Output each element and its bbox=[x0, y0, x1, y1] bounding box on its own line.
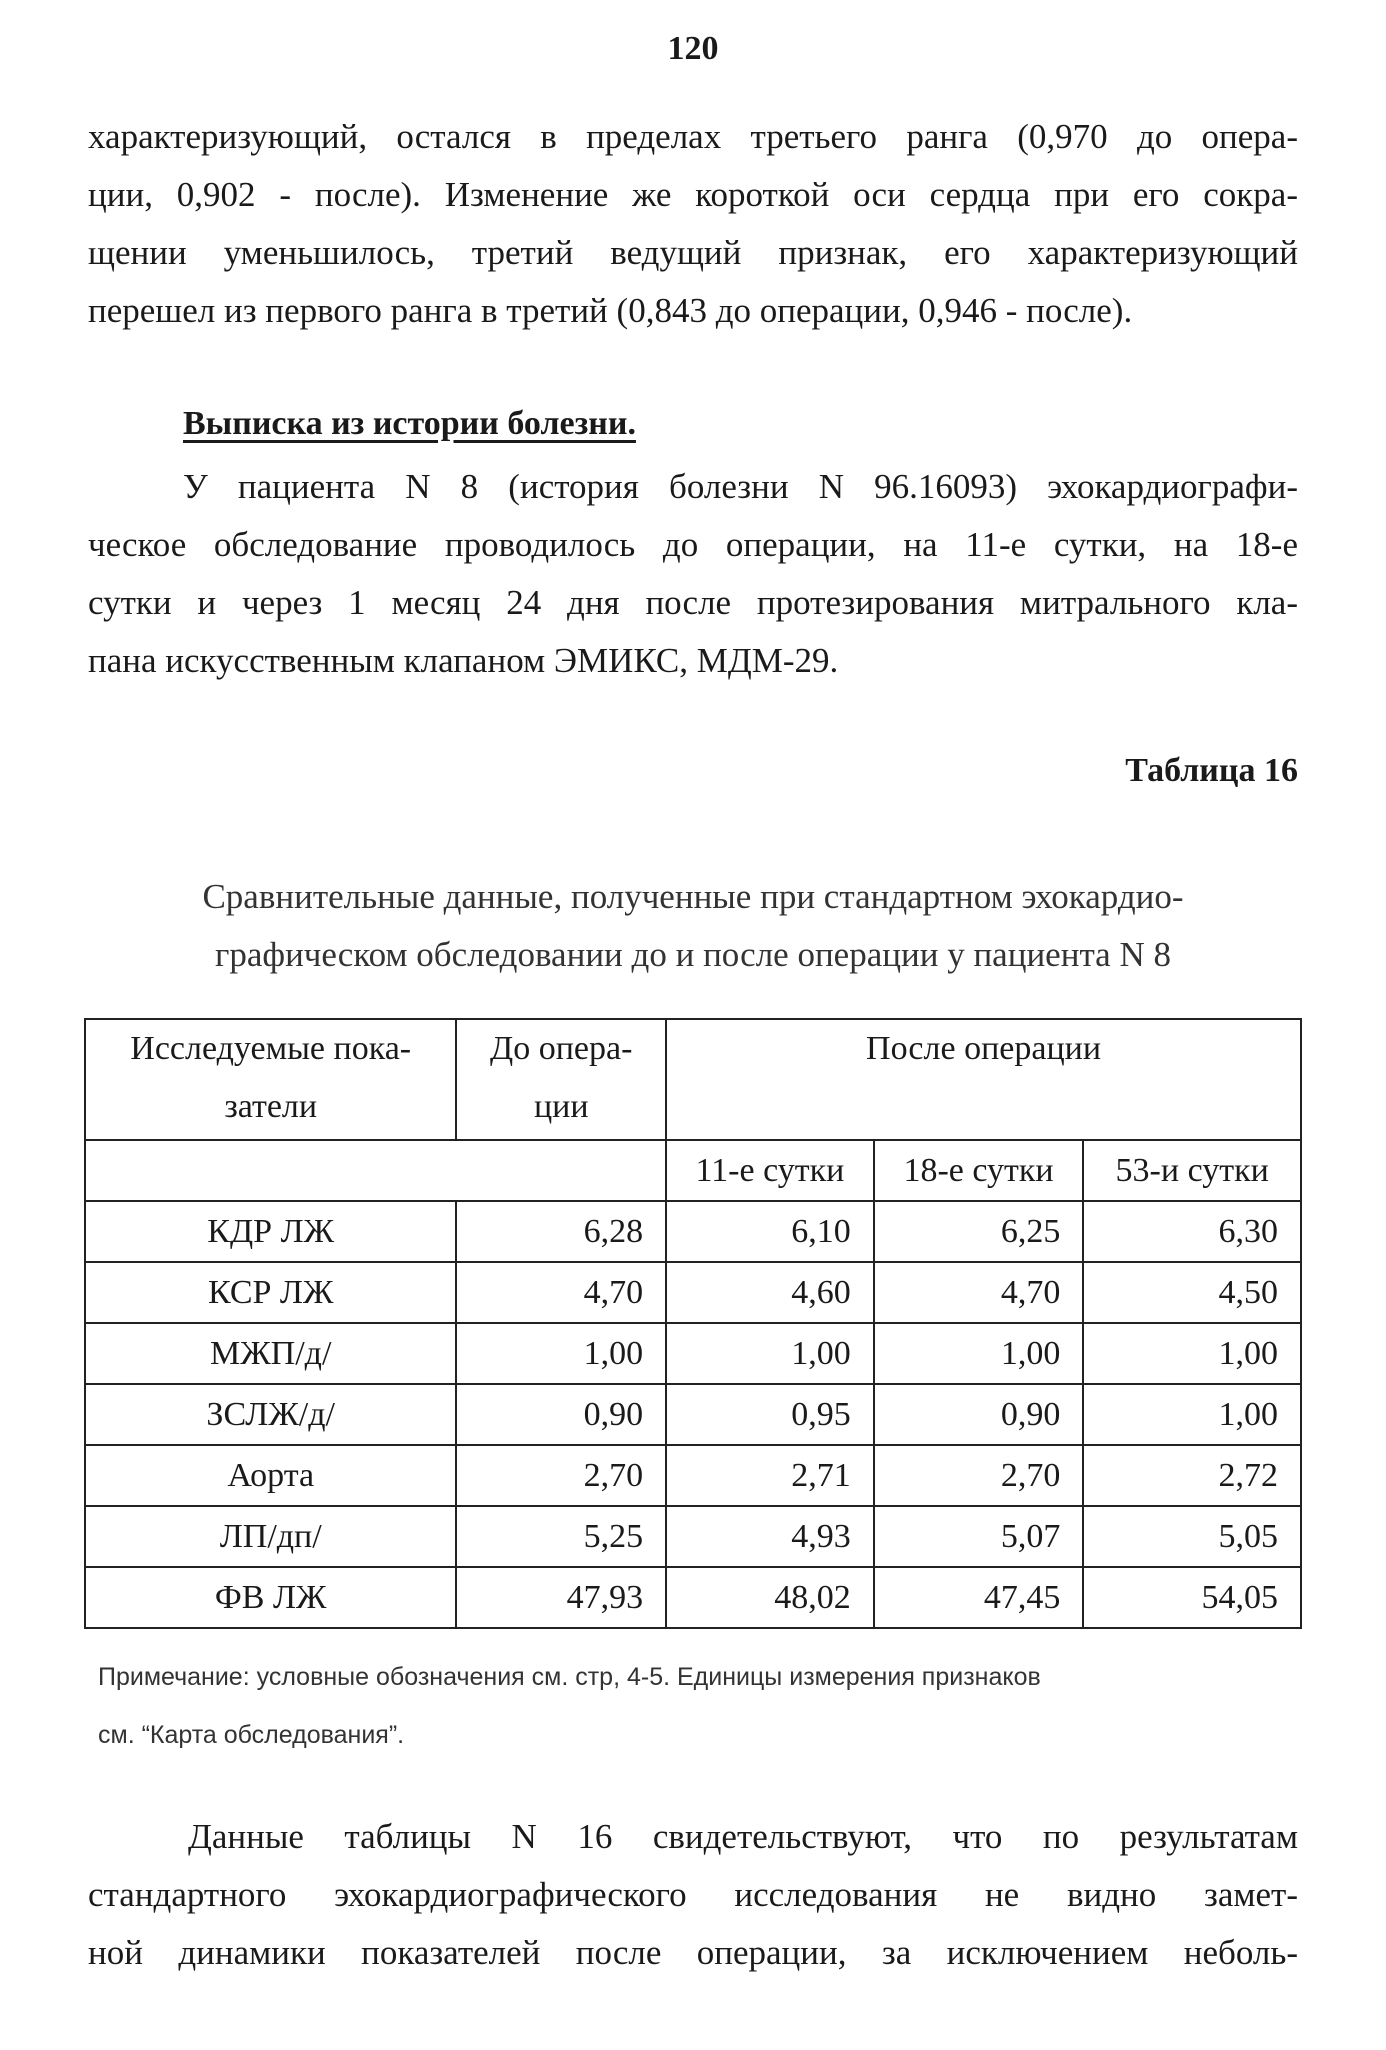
paragraph-3-line: ной динамики показателей после операции, за исключением неболь- bbox=[88, 1933, 1298, 1972]
cell-day-11: 0,95 bbox=[666, 1384, 874, 1445]
row-indicator: ЛП/дп/ bbox=[85, 1506, 456, 1567]
cell-before: 1,00 bbox=[456, 1323, 666, 1384]
row-indicator: Аорта bbox=[85, 1445, 456, 1506]
cell-before: 4,70 bbox=[456, 1262, 666, 1323]
paragraph-2-line: ческое обследование проводилось до операции, на 11-е сутки, на 18-е bbox=[88, 525, 1298, 564]
paragraph-1-line: ции, 0,902 - после). Изменение же короткой оси сердца при его сокра- bbox=[88, 175, 1298, 214]
cell-day-18: 4,70 bbox=[874, 1262, 1084, 1323]
cell-day-18: 2,70 bbox=[874, 1445, 1084, 1506]
cell-day-53: 2,72 bbox=[1083, 1445, 1301, 1506]
cell-before: 2,70 bbox=[456, 1445, 666, 1506]
table-caption-line-2: графическом обследовании до и после операции у пациента N 8 bbox=[215, 935, 1171, 974]
cell-day-18: 0,90 bbox=[874, 1384, 1084, 1445]
cell-day-53: 4,50 bbox=[1083, 1262, 1301, 1323]
table-row bbox=[85, 1323, 1301, 1384]
cell-day-11: 4,93 bbox=[666, 1506, 874, 1567]
paragraph-3 bbox=[88, 1808, 1298, 1982]
cell-before: 5,25 bbox=[456, 1506, 666, 1567]
row-indicator: ЗСЛЖ/д/ bbox=[85, 1384, 456, 1445]
header-indicators-line-2: затели bbox=[224, 1088, 318, 1125]
subheader-empty bbox=[85, 1140, 666, 1201]
subheader-day-18: 18-е сутки bbox=[874, 1140, 1084, 1201]
section-heading: Выписка из истории болезни. bbox=[183, 405, 636, 442]
subheader-day-53: 53-и сутки bbox=[1083, 1140, 1301, 1201]
cell-day-11: 48,02 bbox=[666, 1567, 874, 1628]
cell-day-53: 6,30 bbox=[1083, 1201, 1301, 1262]
table-note-line-2: см. “Карта обследования”. bbox=[98, 1721, 405, 1749]
header-before-operation bbox=[456, 1019, 666, 1140]
cell-day-18: 47,45 bbox=[874, 1567, 1084, 1628]
table-note-line-1: Примечание: условные обозначения см. стр, 4-5. Единицы измерения признаков bbox=[98, 1663, 1041, 1691]
page-number: 120 bbox=[667, 30, 719, 67]
table-subheader-row bbox=[85, 1140, 1301, 1201]
header-before-line-1: До опера- bbox=[490, 1030, 633, 1067]
paragraph-2-line: пана искусственным клапаном ЭМИКС, МДМ-29. bbox=[88, 641, 839, 680]
cell-day-18: 1,00 bbox=[874, 1323, 1084, 1384]
paragraph-3-line: Данные таблицы N 16 свидетельствуют, что по результатам bbox=[188, 1817, 1298, 1856]
table-number: Таблица 16 bbox=[1125, 752, 1298, 789]
paragraph-3-line: стандартного эхокардиографического исследования не видно замет- bbox=[88, 1875, 1298, 1914]
table-caption bbox=[0, 868, 1386, 984]
table-caption-line-1: Сравнительные данные, полученные при стандартном эхокардио- bbox=[202, 877, 1184, 916]
table-row bbox=[85, 1567, 1301, 1628]
table-note bbox=[98, 1648, 1298, 1764]
cell-day-11: 6,10 bbox=[666, 1201, 874, 1262]
cell-day-11: 4,60 bbox=[666, 1262, 874, 1323]
cell-before: 0,90 bbox=[456, 1384, 666, 1445]
cell-before: 6,28 bbox=[456, 1201, 666, 1262]
header-before-line-2: ции bbox=[533, 1088, 589, 1125]
table-header-row bbox=[85, 1019, 1301, 1140]
cell-day-53: 1,00 bbox=[1083, 1384, 1301, 1445]
header-indicators bbox=[85, 1019, 456, 1140]
row-indicator: ФВ ЛЖ bbox=[85, 1567, 456, 1628]
cell-day-53: 54,05 bbox=[1083, 1567, 1301, 1628]
table-row bbox=[85, 1262, 1301, 1323]
paragraph-1 bbox=[88, 108, 1298, 340]
row-indicator: КДР ЛЖ bbox=[85, 1201, 456, 1262]
data-table bbox=[84, 1018, 1302, 1629]
table-row bbox=[85, 1201, 1301, 1262]
row-indicator: МЖП/д/ bbox=[85, 1323, 456, 1384]
header-after-operation: После операции bbox=[666, 1019, 1301, 1140]
subheader-day-11: 11-е сутки bbox=[666, 1140, 874, 1201]
cell-day-11: 2,71 bbox=[666, 1445, 874, 1506]
paragraph-1-line: характеризующий, остался в пределах третьего ранга (0,970 до опера- bbox=[88, 117, 1298, 156]
paragraph-1-line: щении уменьшилось, третий ведущий признак, его характеризующий bbox=[88, 233, 1298, 272]
cell-day-53: 5,05 bbox=[1083, 1506, 1301, 1567]
table-row bbox=[85, 1445, 1301, 1506]
paragraph-2-line: сутки и через 1 месяц 24 дня после протезирования митрального кла- bbox=[88, 583, 1298, 622]
paragraph-1-line: перешел из первого ранга в третий (0,843 до операции, 0,946 - после). bbox=[88, 291, 1133, 330]
cell-day-53: 1,00 bbox=[1083, 1323, 1301, 1384]
cell-before: 47,93 bbox=[456, 1567, 666, 1628]
cell-day-18: 6,25 bbox=[874, 1201, 1084, 1262]
cell-day-11: 1,00 bbox=[666, 1323, 874, 1384]
row-indicator: КСР ЛЖ bbox=[85, 1262, 456, 1323]
paragraph-2 bbox=[88, 458, 1298, 690]
table-row bbox=[85, 1506, 1301, 1567]
header-indicators-line-1: Исследуемые пока- bbox=[130, 1030, 412, 1067]
paragraph-2-line: У пациента N 8 (история болезни N 96.16093) эхокардиографи- bbox=[183, 467, 1298, 506]
table-row bbox=[85, 1384, 1301, 1445]
cell-day-18: 5,07 bbox=[874, 1506, 1084, 1567]
